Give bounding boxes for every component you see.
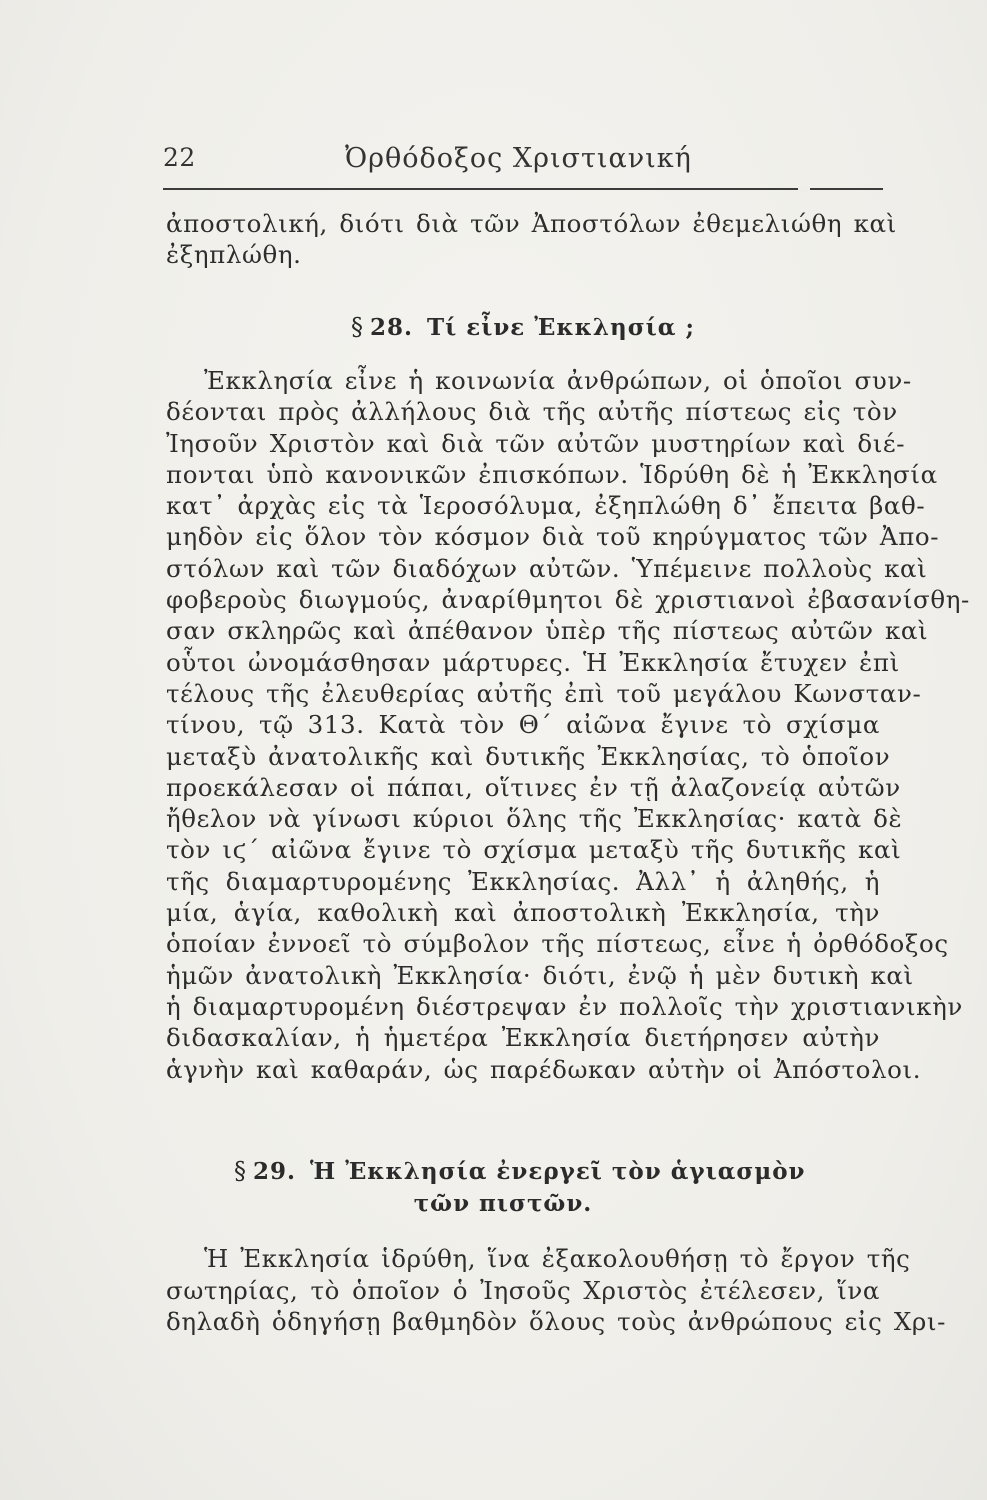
section-28-paragraph [166,365,970,1085]
section-28-heading [166,313,880,341]
section-symbol: § [234,1157,247,1185]
running-title: Ὀρθόδοξος Χριστιανική [345,143,692,174]
header-rule-gap [798,186,810,192]
text-line: Ἐκκλησία εἶνε ἡ κοινωνία ἀνθρώπων, οἱ ὁποῖοι συν- [204,366,912,395]
text-line: ἤθελον νὰ γίνωσι κύριοι ὅλης τῆς Ἐκκλησίας· κατὰ δὲ [166,804,903,834]
text-line: ὁποίαν ἐννοεῖ τὸ σύμβολον τῆς πίστεως, εἶνε ἡ ὀρθόδοξος [166,929,949,959]
text-line: οὗτοι ὠνομάσθησαν μάρτυρες. Ἡ Ἐκκλησία ἔτυχεν ἐπὶ [166,647,900,677]
text-line: ἀποστολική, διότι διὰ τῶν Ἀποστόλων ἐθεμελιώθη καὶ [166,209,897,238]
text-line: φοβεροὺς διωγμούς, ἀναρίθμητοι δὲ χριστιανοὶ ἐβασανίσθη- [166,585,970,615]
header-rule [163,188,883,190]
text-line: σωτηρίας, τὸ ὁποῖον ὁ Ἰησοῦς Χριστὸς ἐτέλεσεν, ἵνα [166,1275,880,1305]
text-line: κατ᾽ ἀρχὰς εἰς τὰ Ἱεροσόλυμα, ἐξηπλώθη δ᾽ ἔπειτα βαθ- [166,491,926,521]
text-line: ἡμῶν ἀνατολικὴ Ἐκκλησία· διότι, ἐνῷ ἡ μὲν δυτικὴ καὶ [166,960,914,990]
text-line: Ἡ Ἐκκλησία ἱδρύθη, ἵνα ἐξακολουθήσῃ τὸ ἔργον τῆς [204,1244,911,1273]
continuation-paragraph [166,208,897,271]
text-line: διδασκαλίαν, ἡ ἡμετέρα Ἐκκλησία διετήρησεν αὐτὴν [166,1023,880,1053]
text-line: τῆς διαμαρτυρομένης Ἐκκλησίας. Ἀλλ᾽ ἡ ἀληθής, ἡ [166,866,880,896]
text-line: τίνου, τῷ 313. Κατὰ τὸν Θ´ αἰῶνα ἔγινε τὸ σχίσμα [166,710,880,740]
section-symbol: § [350,313,364,341]
page-number: 22 [163,143,196,172]
text-line: μεταξὺ ἀνατολικῆς καὶ δυτικῆς Ἐκκλησίας, τὸ ὁποῖον [166,741,891,771]
section-number: 28. [369,314,413,341]
section-heading-line [166,1155,880,1188]
text-line: προεκάλεσαν οἱ πάπαι, οἵτινες ἐν τῇ ἀλαζονείᾳ αὐτῶν [166,772,901,802]
text-line: τέλους τῆς ἐλευθερίας αὐτῆς ἐπὶ τοῦ μεγάλου Κωνσταν- [166,678,922,708]
text-line: τὸν ιϛ´ αἰῶνα ἔγινε τὸ σχίσμα μεταξὺ τῆς δυτικῆς καὶ [166,835,902,865]
text-line: ἁγνὴν καὶ καθαράν, ὡς παρέδωκαν αὐτὴν οἱ Ἀπόστολοι. [166,1054,922,1084]
page-header [163,143,883,179]
text-line: Ἰησοῦν Χριστὸν καὶ διὰ τῶν αὐτῶν μυστηρίων καὶ διέ- [166,428,906,458]
text-line: πονται ὑπὸ κανονικῶν ἐπισκόπων. Ἱδρύθη δὲ ἡ Ἐκκλησία [166,459,938,489]
text-line: σαν σκληρῶς καὶ ἀπέθανον ὑπὲρ τῆς πίστεως αὐτῶν καὶ [166,616,929,646]
text-line: ἡ διαμαρτυρομένη διέστρεψαν ἐν πολλοῖς τὴν χριστιανικὴν [166,991,963,1021]
section-number: 29. [253,1158,297,1185]
text-line: στόλων καὶ τῶν διαδόχων αὐτῶν. Ὑπέμεινε πολλοὺς καὶ [166,553,928,583]
section-29-paragraph [166,1243,946,1338]
section-title: Τί εἶνε Ἐκκλησία ; [426,314,696,341]
text-line: μηδὸν εἰς ὅλον τὸν κόσμον διὰ τοῦ κηρύγματος τῶν Ἀπο- [166,522,940,552]
text-line: δέονται πρὸς ἀλλήλους διὰ τῆς αὐτῆς πίστεως εἰς τὸν [166,397,898,427]
text-line: δηλαδὴ ὁδηγήσῃ βαθμηδὸν ὅλους τοὺς ἀνθρώπους εἰς Χρι- [166,1307,946,1336]
section-29-heading [166,1155,880,1220]
section-title: Ἡ Ἐκκλησία ἐνεργεῖ τὸν ἁγιασμὸν [310,1158,806,1185]
text-line: μία, ἁγία, καθολικὴ καὶ ἀποστολικὴ Ἐκκλησία, τὴν [166,898,880,928]
section-title-continuation: τῶν πιστῶν. [413,1190,593,1217]
text-line: ἐξηπλώθη. [166,240,302,270]
